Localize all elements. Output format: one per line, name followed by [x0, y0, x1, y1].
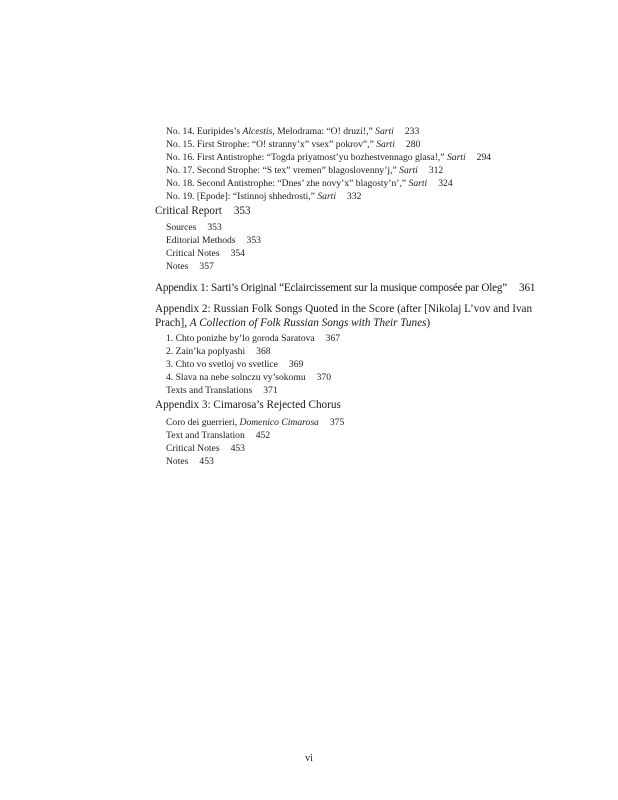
section-heading-italic: A Collection of Folk Russian Songs with Their Tunes — [189, 317, 427, 329]
toc-section-appendix1 — [155, 281, 535, 295]
toc-subentry — [166, 345, 271, 358]
toc-entry-author: Sarti — [317, 191, 337, 202]
section-page: 361 — [519, 282, 536, 294]
toc-entry-text: Critical Notes — [166, 443, 220, 454]
toc-entry-no16 — [166, 151, 491, 164]
toc-entry-page: 324 — [438, 178, 453, 189]
toc-section-appendix2-line1 — [155, 302, 532, 316]
toc-subentry — [166, 234, 261, 247]
toc-section-critical-report — [155, 204, 251, 218]
toc-entry-text: Texts and Translations — [166, 385, 253, 396]
section-heading: Critical Report — [155, 205, 222, 217]
toc-entry-no19 — [166, 190, 361, 203]
toc-entry-no18 — [166, 177, 453, 190]
toc-subentry — [166, 332, 340, 345]
toc-entry-page: 369 — [288, 359, 304, 370]
toc-entry-text: Coro dei guerrieri, — [166, 417, 240, 428]
toc-entry-page: 367 — [325, 333, 341, 344]
toc-entry-page: 233 — [404, 126, 420, 137]
toc-entry-page: 357 — [199, 261, 214, 272]
toc-entry-text: Notes — [166, 456, 189, 467]
section-heading: Appendix 3: Cimarosa’s Rejected Chorus — [155, 399, 341, 411]
toc-entry-text: Sources — [166, 222, 197, 233]
toc-entry-page: 294 — [476, 152, 492, 163]
section-heading: Appendix 1: Sarti’s Original “Eclaircissement sur la musique composée par Oleg” — [155, 282, 508, 294]
toc-entry-text: 3. Chto vo svetloj vo svetlice — [166, 359, 278, 370]
toc-entry-text: No. 19. [Epode]: “Istinnoj shhedrosti,” — [166, 191, 318, 202]
toc-subentry — [166, 416, 344, 429]
toc-entry-author: Domenico Cimarosa — [239, 417, 319, 428]
page-number: vi — [305, 753, 313, 764]
toc-entry-page: 375 — [329, 417, 345, 428]
toc-entry-text: Notes — [166, 261, 189, 272]
toc-entry-page: 453 — [199, 456, 214, 467]
toc-entry-author: Sarti — [399, 165, 418, 176]
toc-entry-page: 370 — [316, 372, 332, 383]
toc-entry-page: 332 — [347, 191, 362, 202]
toc-entry-no14 — [166, 125, 419, 138]
toc-entry-author: Sarti — [375, 126, 394, 137]
toc-entry-page: 368 — [256, 346, 271, 357]
toc-subentry — [166, 442, 245, 455]
toc-subentry — [166, 384, 278, 397]
section-heading: Appendix 2: Russian Folk Songs Quoted in the Score (after [Nikolaj L’vov and Ivan — [155, 303, 533, 315]
toc-entry-text: No. 16. First Antistrophe: “Togda priyatnost’yu bozhestvennago glasa!,” — [166, 152, 447, 163]
toc-subentry — [166, 358, 303, 371]
toc-entry-title-italic: Alcestis, — [242, 126, 275, 137]
toc-entry-text: 4. Slava na nebe solnczu vy’sokomu — [166, 372, 306, 383]
toc-section-appendix3 — [155, 398, 341, 412]
toc-entry-text: Text and Translation — [166, 430, 245, 441]
toc-entry-text: Melodrama: “O! druzi!,” — [274, 126, 376, 137]
toc-entry-page: 312 — [428, 165, 444, 176]
toc-entry-page: 371 — [263, 385, 278, 396]
toc-entry-text: No. 15. First Strophe: “O! stranny’x” vsex” pokrov”,” — [166, 139, 377, 150]
toc-entry-author: Sarti — [446, 152, 466, 163]
section-heading: ) — [426, 317, 431, 329]
toc-subentry — [166, 455, 214, 468]
toc-entry-no17 — [166, 164, 443, 177]
toc-entry-text: 1. Chto ponizhe by’lo goroda Saratova — [166, 333, 315, 344]
toc-section-appendix2-line2 — [155, 316, 430, 330]
toc-entry-author: Sarti — [376, 139, 395, 150]
toc-entry-page: 452 — [255, 430, 271, 441]
toc-entry-text: 2. Zain’ka poplyashi — [166, 346, 246, 357]
toc-entry-page: 280 — [405, 139, 421, 150]
toc-entry-page: 354 — [230, 248, 245, 259]
toc-subentry — [166, 429, 270, 442]
toc-entry-page: 353 — [246, 235, 261, 246]
toc-entry-text: No. 17. Second Strophe: “S tex” vremen” blagoslovenny’j,” — [166, 165, 400, 176]
toc-entry-no15 — [166, 138, 420, 151]
toc-entry-text: Critical Notes — [166, 248, 220, 259]
toc-subentry — [166, 247, 245, 260]
toc-entry-author: Sarti — [408, 178, 428, 189]
toc-entry-text: No. 14. Euripides’s — [166, 126, 243, 137]
section-heading: Prach], — [155, 317, 190, 329]
section-page: 353 — [233, 205, 251, 217]
toc-entry-text: Editorial Methods — [166, 235, 236, 246]
toc-entry-page: 453 — [230, 443, 245, 454]
toc-subentry — [166, 260, 214, 273]
toc-entry-page: 353 — [207, 222, 222, 233]
toc-subentry — [166, 221, 222, 234]
toc-entry-text: No. 18. Second Antistrophe: “Dnes’ zhe novy’x” blagosty’n’,” — [166, 178, 409, 189]
toc-subentry — [166, 371, 331, 384]
